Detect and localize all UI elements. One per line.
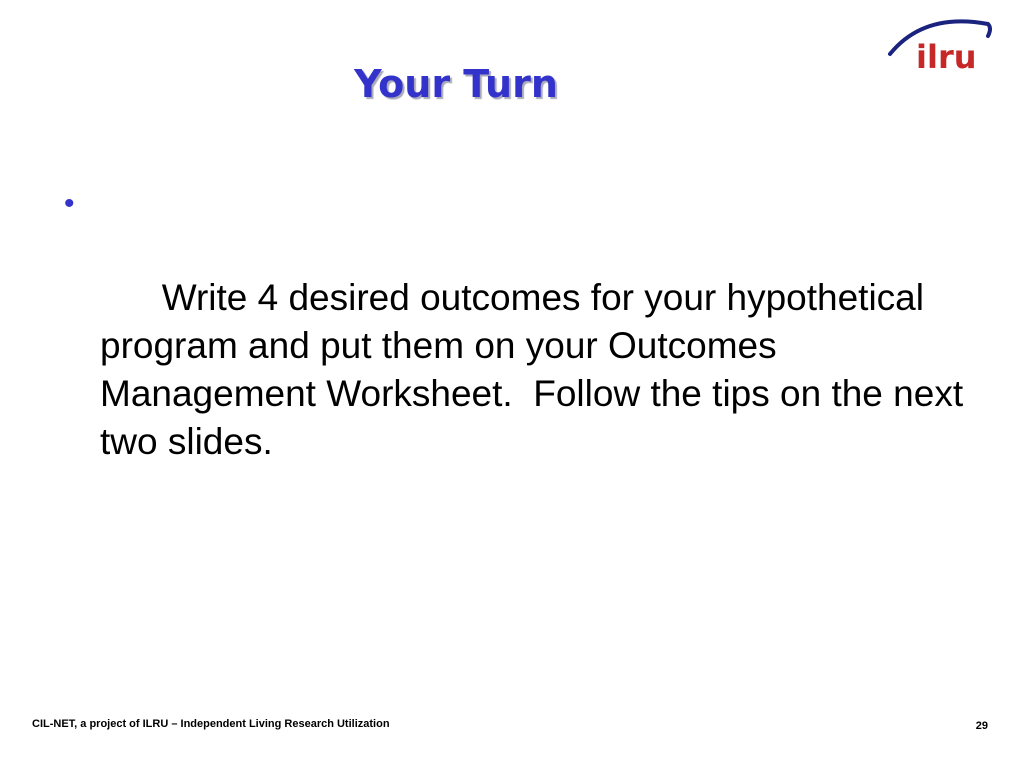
- footer-credit: CIL-NET, a project of ILRU – Independent Living Research Utilization: [32, 718, 390, 730]
- page-number: 29: [975, 720, 988, 732]
- logo-text: ilru: [916, 38, 977, 74]
- bullet-list: [56, 178, 974, 514]
- slide-title: Your Turn: [354, 62, 558, 106]
- bullet-item: [56, 178, 974, 514]
- bullet-dot-icon: •: [64, 187, 75, 220]
- bullet-text: Write 4 desired outcomes for your hypothetical program and put them on your Outcomes Management Worksheet. Follow the tips on the next two slides.: [100, 277, 974, 462]
